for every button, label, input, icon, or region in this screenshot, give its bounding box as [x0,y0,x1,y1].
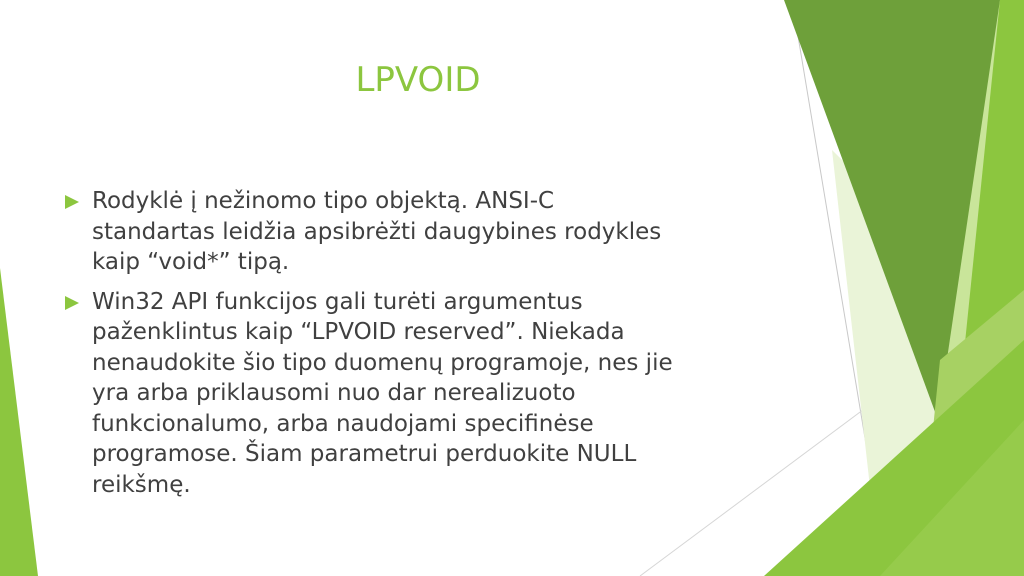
bullet-2-line-3: nenaudokite šio tipo duomenų programoje, nes jie [92,349,673,376]
bullet-1-line-2: standartas leidžia apsibrėžti daugybines rodykles [92,218,662,245]
bullet-item-2 [64,287,784,501]
bullet-2-line-7: reikšmę. [92,471,191,498]
left-accent-facet [0,268,38,576]
right-triangle-icon [64,295,80,311]
right-triangle-icon [64,194,80,210]
bullet-1-line-1: Rodyklė į nežinomo tipo objektą. ANSI-C [92,188,555,214]
slide-title: LPVOID [355,60,481,100]
bullet-2-line-2: paženklintus kaip “LPVOID reserved”. Niekada [92,319,625,345]
bullet-2-line-6: programose. Šiam parametrui perduokite NULL [92,441,637,467]
bullet-2-line-4: yra arba priklausomi nuo dar nerealizuoto [92,380,576,406]
bullet-item-1 [64,186,784,278]
bullet-2-line-1: Win32 API funkcijos gali turėti argumentus [92,288,583,315]
bullet-list [64,186,784,509]
bullet-2-line-5: funkcionalumo, arba naudojami specifinėse [92,410,594,437]
bullet-1-line-3: kaip “void*” tipą. [92,249,290,275]
